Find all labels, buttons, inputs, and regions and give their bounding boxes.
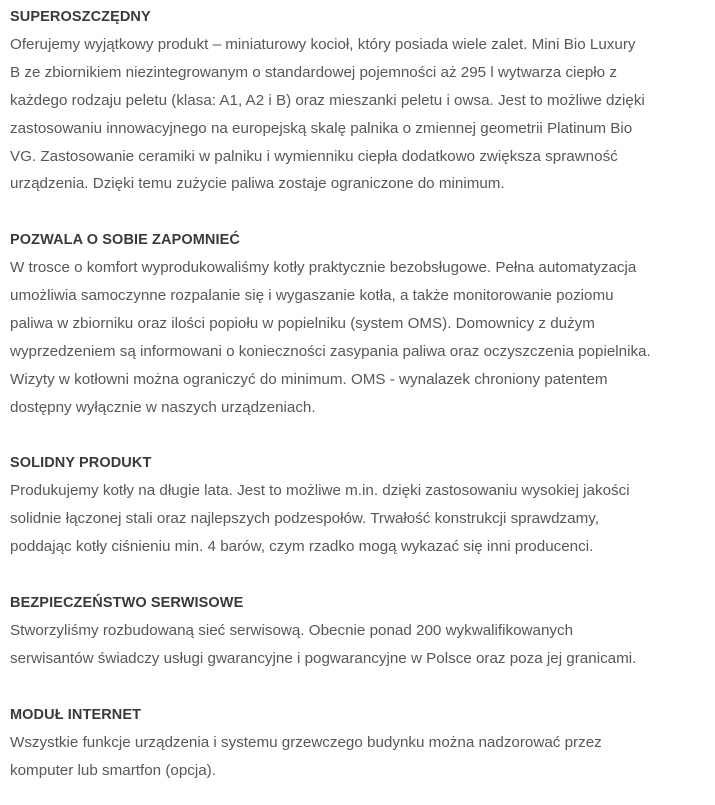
paragraph-line: W trosce o komfort wyprodukowaliśmy kotły praktycznie bezobsługowe. Pełna automatyzacja [10, 259, 637, 277]
section-paragraph [10, 729, 705, 785]
paragraph-line: poddając kotły ciśnieniu min. 4 barów, czym rzadko mogą wykazać się inni producenci. [10, 538, 594, 556]
section-heading: BEZPIECZEŃSTWO SERWISOWE [10, 595, 244, 612]
paragraph-line: komputer lub smartfon (opcja). [10, 761, 216, 779]
paragraph-line: dostępny wyłącznie w naszych urządzeniach. [10, 398, 316, 416]
section-heading: SUPEROSZCZĘDNY [10, 9, 151, 25]
section-heading: SOLIDNY PRODUKT [10, 455, 152, 472]
feature-section [10, 3, 705, 198]
paragraph-line: urządzenia. Dzięki temu zużycie paliwa zostaje ograniczone do minimum. [10, 175, 505, 193]
section-paragraph [10, 617, 705, 673]
paragraph-line: serwisantów świadczy usługi gwarancyjne i pogwarancyjne w Polsce oraz poza jej granicami. [10, 649, 637, 667]
paragraph-line: Oferujemy wyjątkowy produkt – miniaturowy kocioł, który posiada wiele zalet. Mini Bio Luxury [10, 36, 636, 53]
section-paragraph [10, 477, 705, 561]
section-heading: MODUŁ INTERNET [10, 706, 142, 723]
paragraph-line: paliwa w zbiorniku oraz ilości popiołu w popielniku (system OMS). Domownicy z dużym [10, 315, 595, 333]
section-paragraph [10, 254, 705, 421]
feature-section [10, 449, 705, 561]
paragraph-line: B ze zbiornikiem niezintegrowanym o standardowej pojemności aż 295 l wytwarza ciepło z [10, 63, 617, 81]
paragraph-line: Produkujemy kotły na długie lata. Jest to możliwe m.in. dzięki zastosowaniu wysokiej jakości [10, 482, 630, 500]
paragraph-line: Wizyty w kotłowni można ograniczyć do minimum. OMS - wynalazek chroniony patentem [10, 370, 608, 388]
paragraph-line: każdego rodzaju peletu (klasa: A1, A2 i B) oraz mieszanki peletu i owsa. Jest to możliwe dzięki [10, 91, 645, 109]
paragraph-line: umożliwia samoczynne rozpalanie się i wygaszanie kotła, a także monitorowanie poziomu [10, 287, 614, 305]
paragraph-line: solidnie łączonej stali oraz najlepszych podzespołów. Trwałość konstrukcji sprawdzamy, [10, 510, 599, 528]
paragraph-line: VG. Zastosowanie ceramiki w palniku i wymienniku ciepła dodatkowo zwiększa sprawność [10, 147, 618, 165]
paragraph-line: Wszystkie funkcje urządzenia i systemu grzewczego budynku można nadzorować przez [10, 733, 602, 751]
feature-section [10, 701, 705, 785]
section-paragraph [10, 31, 705, 198]
paragraph-line: Stworzyliśmy rozbudowaną sieć serwisową. Obecnie ponad 200 wykwalifikowanych [10, 622, 574, 640]
feature-section [10, 589, 705, 673]
section-heading: POZWALA O SOBIE ZAPOMNIEĆ [10, 232, 240, 249]
feature-section [10, 226, 705, 421]
paragraph-line: wyprzedzeniem są informowani o konieczności zasypania paliwa oraz oczyszczenia popielnika. [10, 342, 651, 360]
paragraph-line: zastosowaniu innowacyjnego na europejską skalę palnika o zmiennej geometrii Platinum Bio [10, 119, 633, 137]
